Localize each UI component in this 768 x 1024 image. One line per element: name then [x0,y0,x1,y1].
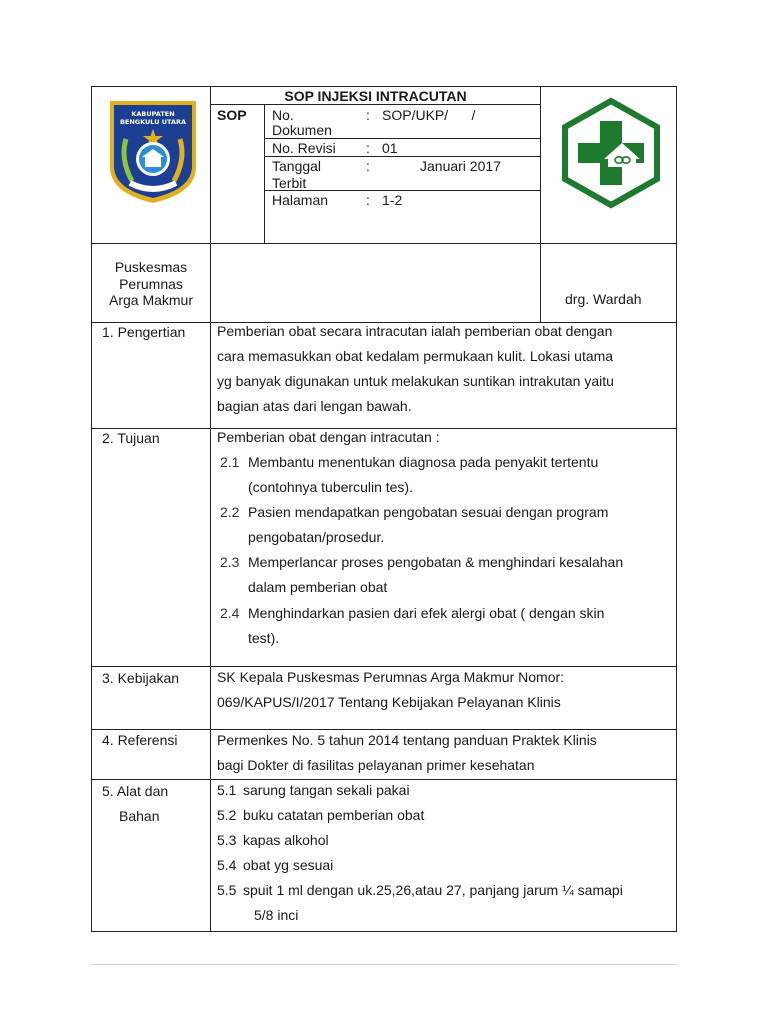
kebijakan-line-1: SK Kepala Puskesmas Perumnas Arga Makmur Nomor: [217,669,565,685]
tujuan-item-1-line-1: Membantu menentukan diagnosa pada penyakit tertentu [248,454,599,470]
tujuan-item-number-4: 2.4 [220,605,240,621]
signatory-name: drg. Wardah [565,291,642,307]
tujuan-item-number-3: 2.3 [220,554,240,570]
page-footer-divider [91,964,677,965]
alat-item-number-5: 5.5 [217,882,237,898]
sop-document [91,86,677,932]
alat-item-number-3: 5.3 [217,832,237,848]
pengertian-line-3: yg banyak digunakan untuk melakukan suntikan intrakutan yaitu [217,373,614,389]
alat-item-5-line-2: 5/8 inci [254,907,299,923]
row-value-tanggal: Januari 2017 [420,158,501,174]
alat-item-4: obat yg sesuai [243,857,334,873]
alat-item-number-2: 5.2 [217,807,237,823]
org-name-line-2: Perumnas [119,276,183,292]
row-label-dokumen: Dokumen [272,122,332,138]
tujuan-item-4-line-2: test). [248,630,280,646]
sop-label: SOP [217,107,247,123]
alat-item-number-1: 5.1 [217,782,237,798]
referensi-line-1: Permenkes No. 5 tahun 2014 tentang panduan Praktek Klinis [217,732,597,748]
org-name-line-3: Arga Makmur [108,292,194,308]
kebijakan-line-2: 069/KAPUS/I/2017 Tentang Kebijakan Pelayanan Klinis [217,694,561,710]
puskesmas-logo [556,97,666,209]
org-name-line-1: Puskesmas [114,259,188,275]
row-label-no-dokumen: No. [272,107,294,123]
alat-item-1: sarung tangan sekali pakai [243,782,410,798]
section-label-kebijakan: 3. Kebijakan [102,670,180,686]
section-label-pengertian: 1. Pengertian [102,324,186,340]
row-colon-3: : [366,158,370,174]
row-divider-1 [264,138,540,139]
alat-item-3: kapas alkohol [243,832,329,848]
tujuan-item-4-line-1: Menghindarkan pasien dari efek alergi obat ( dengan skin [248,605,605,621]
section-label-referensi: 4. Referensi [102,732,178,748]
col-divider-right-top [540,87,541,323]
alat-item-2: buku catatan pemberian obat [243,807,425,823]
shield-emblem-icon [106,97,200,205]
tujuan-item-3-line-1: Memperlancar proses pengobatan & menghindari kesalahan [248,554,624,570]
row-divider-2 [264,156,540,157]
emblem-text-bengkulu: BENGKULU UTARA [119,118,187,126]
referensi-line-2: bagi Dokter di fasilitas pelayanan primer kesehatan [217,757,535,773]
row-label-tanggal: Tanggal [272,158,322,174]
col-divider-sop [264,105,265,243]
tujuan-intro: Pemberian obat dengan intracutan : [217,429,440,445]
document-title: SOP INJEKSI INTRACUTAN [284,88,467,104]
row-colon-4: : [366,192,370,208]
section-label-alat: 5. Alat dan [102,783,169,799]
row-label-no-revisi: No. Revisi [272,140,336,156]
tujuan-item-2-line-1: Pasien mendapatkan pengobatan sesuai dengan program [248,504,609,520]
pengertian-line-2: cara memasukkan obat kedalam permukaan kulit. Lokasi utama [217,348,614,364]
row-colon-2: : [366,140,370,156]
tujuan-item-number-1: 2.1 [220,454,240,470]
tujuan-item-number-2: 2.2 [220,504,240,520]
puskesmas-cross-icon [556,97,666,209]
row-value-halaman: 1-2 [382,192,403,208]
section-label-tujuan: 2. Tujuan [102,430,160,446]
tujuan-item-2-line-2: pengobatan/prosedur. [248,529,385,545]
alat-item-5-line-1: spuit 1 ml dengan uk.25,26,atau 27, panjang jarum ¼ samapi [243,882,623,898]
pengertian-line-4: bagian atas dari lengan bawah. [217,398,412,414]
row-label-halaman: Halaman [272,192,329,208]
emblem-text-kabupaten: KABUPATEN [131,110,175,118]
title-underline [210,104,541,105]
alat-item-number-4: 5.4 [217,857,237,873]
row-label-terbit: Terbit [272,175,307,191]
row-colon-1: : [366,107,370,123]
section-label-bahan: Bahan [119,808,160,824]
header-bottom [92,243,677,244]
pengertian-line-1: Pemberian obat secara intracutan ialah pemberian obat dengan [217,323,613,339]
tujuan-item-3-line-2: dalam pemberian obat [248,579,388,595]
row-value-no-revisi: 01 [382,140,398,156]
row-value-no-dokumen: SOP/UKP/ / [382,107,476,123]
col-divider-left [210,87,211,932]
tujuan-item-1-line-2: (contohnya tuberculin tes). [248,479,413,495]
kabupaten-emblem [106,97,200,205]
